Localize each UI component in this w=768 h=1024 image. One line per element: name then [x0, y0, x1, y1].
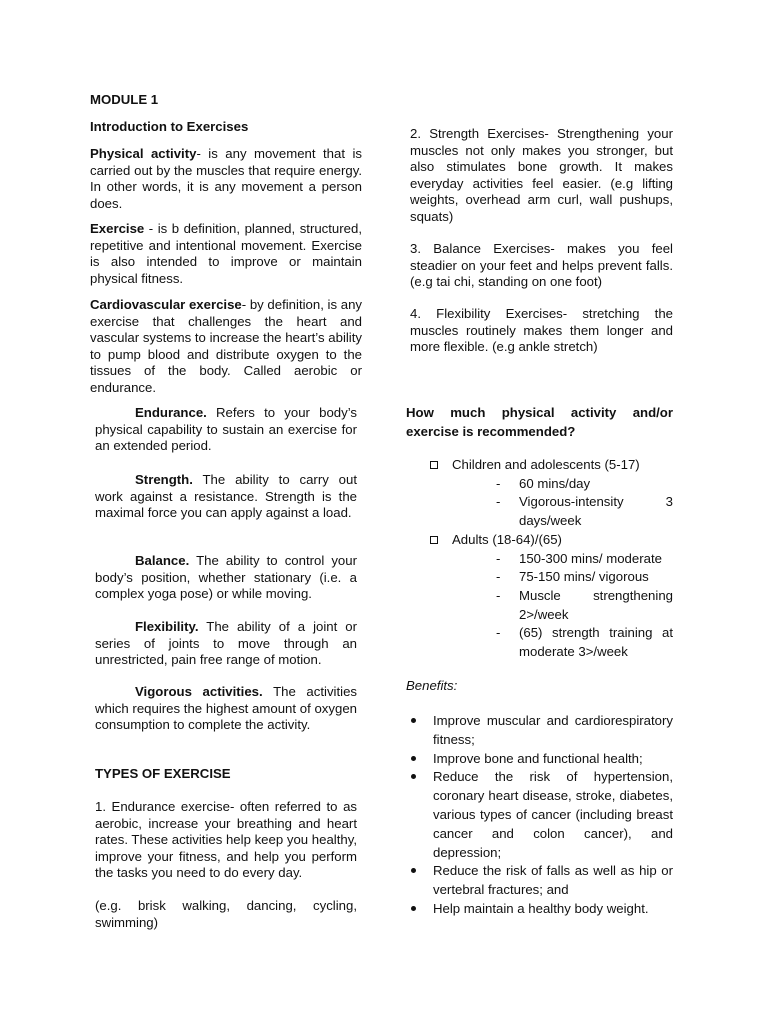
- dash-bullet-icon: -: [496, 550, 501, 566]
- type3-paragraph: [410, 241, 673, 291]
- type4-text: 4. Flexibility Exercises- stretching the muscles routinely makes them longer and more flexible. (e.g ankle stretch): [410, 306, 673, 355]
- type1-examples-text: (e.g. brisk walking, dancing, cycling, swimming): [95, 898, 357, 930]
- physical-activity-paragraph: [90, 146, 362, 212]
- square-bullet-icon: [430, 461, 438, 469]
- adults-item-text: Muscle strengthening 2>/week: [519, 587, 673, 622]
- square-bullet-icon: [430, 536, 438, 544]
- benefits-title-text: Benefits:: [406, 678, 458, 693]
- exercise-paragraph: [90, 221, 362, 287]
- cardio-paragraph: [90, 297, 362, 397]
- bullet-icon: [411, 868, 416, 873]
- intro-title-text: Introduction to Exercises: [90, 119, 249, 134]
- strength-paragraph: [95, 472, 357, 522]
- cardio-term: Cardiovascular exercise: [90, 297, 242, 312]
- endurance-definition: Refers to your body’s physical capability to sustain an exercise for an extended period.: [95, 405, 357, 454]
- list-item: [410, 587, 673, 624]
- strength-term: Strength.: [135, 472, 193, 487]
- bullet-icon: [411, 906, 416, 911]
- type1-examples: [95, 898, 357, 931]
- physical-activity-definition: - is any movement that is carried out by the muscles that require energy. In other words, it is any movement a person does.: [90, 146, 362, 211]
- children-item-text: 60 mins/day: [519, 475, 591, 491]
- benefit-text: Improve bone and functional health;: [433, 750, 643, 766]
- adults-item-text: 75-150 mins/ vigorous: [519, 569, 649, 585]
- list-item: [410, 550, 673, 569]
- children-item-text: Vigorous-intensity 3 days/week: [519, 494, 673, 529]
- benefit-text: Improve muscular and cardiorespiratory fitness;: [433, 713, 673, 747]
- types-title-text: TYPES OF EXERCISE: [95, 766, 231, 781]
- list-item-children: [410, 456, 673, 475]
- list-item: [410, 862, 673, 900]
- dash-bullet-icon: -: [496, 569, 501, 585]
- exercise-term: Exercise: [90, 221, 145, 236]
- vigorous-paragraph: [95, 684, 357, 734]
- list-item: [410, 712, 673, 750]
- balance-term: Balance.: [135, 553, 190, 568]
- type4-paragraph: [410, 306, 673, 356]
- dash-bullet-icon: -: [496, 625, 501, 641]
- dash-bullet-icon: -: [496, 494, 501, 510]
- benefits-list: [410, 712, 673, 919]
- flexibility-definition: The ability of a joint or series of joints to move through an unrestricted, pain free range of motion.: [95, 619, 357, 668]
- list-item: [410, 568, 673, 587]
- type2-paragraph: [410, 126, 673, 226]
- intro-title: [90, 119, 362, 136]
- adults-label: Adults (18-64)/(65): [452, 531, 562, 547]
- balance-definition: The ability to control your body’s position, whether stationary (i.e. a complex yoga pose) or while moving.: [95, 553, 357, 602]
- adults-item-text: 150-300 mins/ moderate: [519, 550, 662, 566]
- benefits-title: [406, 678, 673, 695]
- flexibility-term: Flexibility.: [135, 619, 199, 634]
- type1-text: 1. Endurance exercise- often referred to as aerobic, increase your breathing and heart rates. These activities help keep you healthy, improve your fitness, and help you perform the tasks you need to do every day.: [95, 799, 357, 881]
- list-item: [410, 624, 673, 661]
- list-item: [410, 768, 673, 862]
- module-title: [90, 92, 362, 109]
- dash-bullet-icon: -: [496, 587, 501, 603]
- balance-paragraph: [95, 553, 357, 603]
- recommendation-list: [410, 456, 673, 662]
- type3-text: 3. Balance Exercises- makes you feel steadier on your feet and helps prevent falls. (e.g tai chi, standing on one foot): [410, 241, 673, 290]
- module-title-text: MODULE 1: [90, 92, 159, 107]
- bullet-icon: [411, 774, 416, 779]
- vigorous-definition: The activities which requires the highest amount of oxygen consumption to complete the activity.: [95, 684, 358, 733]
- endurance-paragraph: [95, 405, 357, 455]
- benefit-text: Reduce the risk of falls as well as hip or vertebral fractures; and: [433, 863, 673, 898]
- cardio-definition: - by definition, is any exercise that challenges the heart and vascular systems to increase the heart’s ability to pump blood and distribute oxygen to the tissues of the body. Called aerobic or endurance.: [90, 297, 362, 395]
- children-label: Children and adolescents (5-17): [452, 457, 640, 472]
- list-item: [410, 493, 673, 530]
- physical-activity-term: Physical activity: [90, 146, 197, 161]
- benefit-text: Reduce the risk of hypertension, coronary heart disease, stroke, diabetes, various types of cancer (including breast cancer and colon cancer), and depression;: [433, 769, 673, 860]
- exercise-definition: - is b definition, planned, structured, repetitive and intentional movement. Exercise is also intended to improve or maintain physical fitness.: [90, 221, 362, 286]
- type2-text: 2. Strength Exercises- Strengthening your muscles not only makes you stronger, but also stimulates bone growth. It makes everyday activities feel easier. (e.g lifting weights, overhead arm curl, wall pushups, squats): [410, 126, 673, 224]
- dash-bullet-icon: -: [496, 475, 501, 491]
- endurance-term: Endurance.: [135, 405, 207, 420]
- benefit-text: Help maintain a healthy body weight.: [433, 900, 649, 916]
- strength-definition: The ability to carry out work against a resistance. Strength is the maximal force you can apply against a load.: [95, 472, 357, 521]
- adults-item-text: (65) strength training at moderate 3>/week: [519, 625, 673, 660]
- recommend-title-text: How much physical activity and/or exercise is recommended?: [406, 405, 673, 439]
- vigorous-term: Vigorous activities.: [135, 684, 263, 699]
- flexibility-paragraph: [95, 619, 357, 669]
- recommend-title: [406, 404, 673, 441]
- bullet-icon: [411, 756, 416, 761]
- list-item: [410, 900, 673, 919]
- list-item-adults: [410, 531, 673, 550]
- types-title: [95, 766, 357, 783]
- bullet-icon: [411, 718, 416, 723]
- list-item: [410, 475, 673, 494]
- type1-paragraph: [95, 799, 357, 882]
- list-item: [410, 750, 673, 769]
